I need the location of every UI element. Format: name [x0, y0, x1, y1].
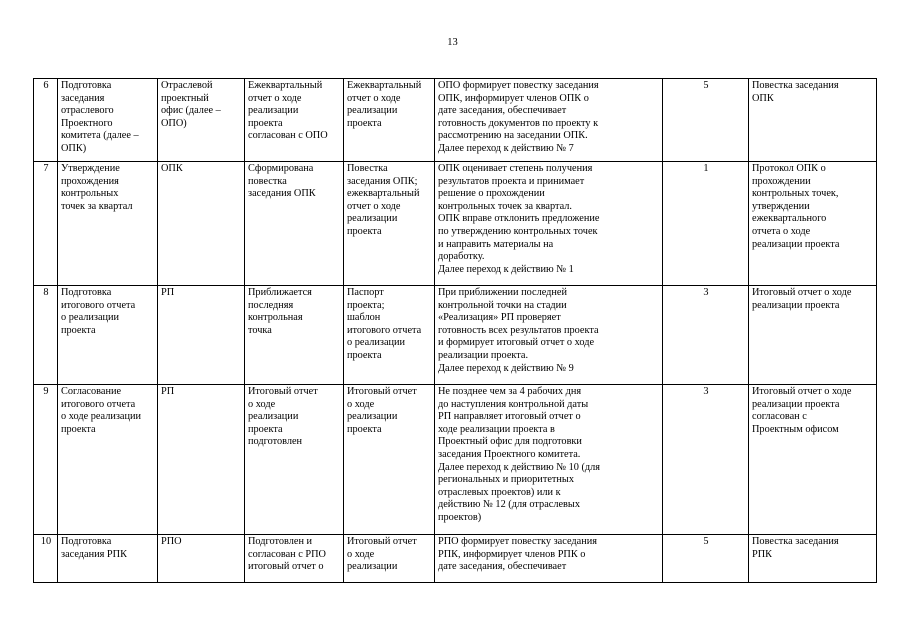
trigger-cell: Итоговый отчет о ходе реализации проекта подготовлен [245, 385, 344, 535]
trigger-cell: Подготовлен и согласован с РПО итоговый отчет о [245, 535, 344, 583]
description-cell: ОПК оценивает степень получения результатов проекта и принимает решение о прохождении контрольных точек за квартал. ОПК вправе отклонить предложение по утверждению контрольных точек и направить материалы на доработку. Далее переход к действию № 1 [435, 162, 663, 286]
table-row [34, 385, 877, 535]
executor-cell: Отраслевой проектный офис (далее – ОПО) [158, 79, 245, 162]
step-name-cell: Подготовка заседания отраслевого Проектного комитета (далее – ОПК) [58, 79, 158, 162]
trigger-cell: Сформирована повестка заседания ОПК [245, 162, 344, 286]
executor-cell: ОПК [158, 162, 245, 286]
description-cell: ОПО формирует повестку заседания ОПК, информирует членов ОПК о дате заседания, обеспечивает готовность документов по проекту к рассмотрению на заседании ОПК. Далее переход к действию № 7 [435, 79, 663, 162]
process-table [33, 78, 877, 583]
duration-cell: 5 [663, 535, 749, 583]
step-number-cell: 7 [34, 162, 58, 286]
page-number: 13 [447, 37, 458, 48]
description-cell: При приближении последней контрольной точки на стадии «Реализация» РП проверяет готовность всех результатов проекта и формирует итоговый отчет о ходе реализации проекта. Далее переход к действию № 9 [435, 286, 663, 385]
step-name-cell: Подготовка заседания РПК [58, 535, 158, 583]
duration-cell: 5 [663, 79, 749, 162]
inputs-cell: Итоговый отчет о ходе реализации проекта [344, 385, 435, 535]
step-name-cell: Согласование итогового отчета о ходе реализации проекта [58, 385, 158, 535]
step-number-cell: 8 [34, 286, 58, 385]
inputs-cell: Итоговый отчет о ходе реализации [344, 535, 435, 583]
step-number-cell: 6 [34, 79, 58, 162]
duration-cell: 3 [663, 286, 749, 385]
description-cell: РПО формирует повестку заседания РПК, информирует членов РПК о дате заседания, обеспечивает [435, 535, 663, 583]
table-row [34, 162, 877, 286]
result-cell: Итоговый отчет о ходе реализации проекта [749, 286, 877, 385]
table-row [34, 79, 877, 162]
step-name-cell: Подготовка итогового отчета о реализации проекта [58, 286, 158, 385]
trigger-cell: Приближается последняя контрольная точка [245, 286, 344, 385]
step-number-cell: 10 [34, 535, 58, 583]
executor-cell: РП [158, 385, 245, 535]
trigger-cell: Ежеквартальный отчет о ходе реализации проекта согласован с ОПО [245, 79, 344, 162]
inputs-cell: Ежеквартальный отчет о ходе реализации проекта [344, 79, 435, 162]
duration-cell: 1 [663, 162, 749, 286]
result-cell: Повестка заседания РПК [749, 535, 877, 583]
executor-cell: РПО [158, 535, 245, 583]
result-cell: Протокол ОПК о прохождении контрольных точек, утверждении ежеквартального отчета о ходе реализации проекта [749, 162, 877, 286]
table-row [34, 286, 877, 385]
executor-cell: РП [158, 286, 245, 385]
table-row [34, 535, 877, 583]
result-cell: Итоговый отчет о ходе реализации проекта согласован с Проектным офисом [749, 385, 877, 535]
step-name-cell: Утверждение прохождения контрольных точек за квартал [58, 162, 158, 286]
inputs-cell: Паспорт проекта; шаблон итогового отчета о реализации проекта [344, 286, 435, 385]
result-cell: Повестка заседания ОПК [749, 79, 877, 162]
inputs-cell: Повестка заседания ОПК; ежеквартальный отчет о ходе реализации проекта [344, 162, 435, 286]
description-cell: Не позднее чем за 4 рабочих дня до наступления контрольной даты РП направляет итоговый отчет о ходе реализации проекта в Проектный офис для подготовки заседания Проектного комитета. Далее переход к действию № 10 (для региональных и приоритетных отраслевых проектов) или к действию № 12 (для отраслевых проектов) [435, 385, 663, 535]
duration-cell: 3 [663, 385, 749, 535]
step-number-cell: 9 [34, 385, 58, 535]
